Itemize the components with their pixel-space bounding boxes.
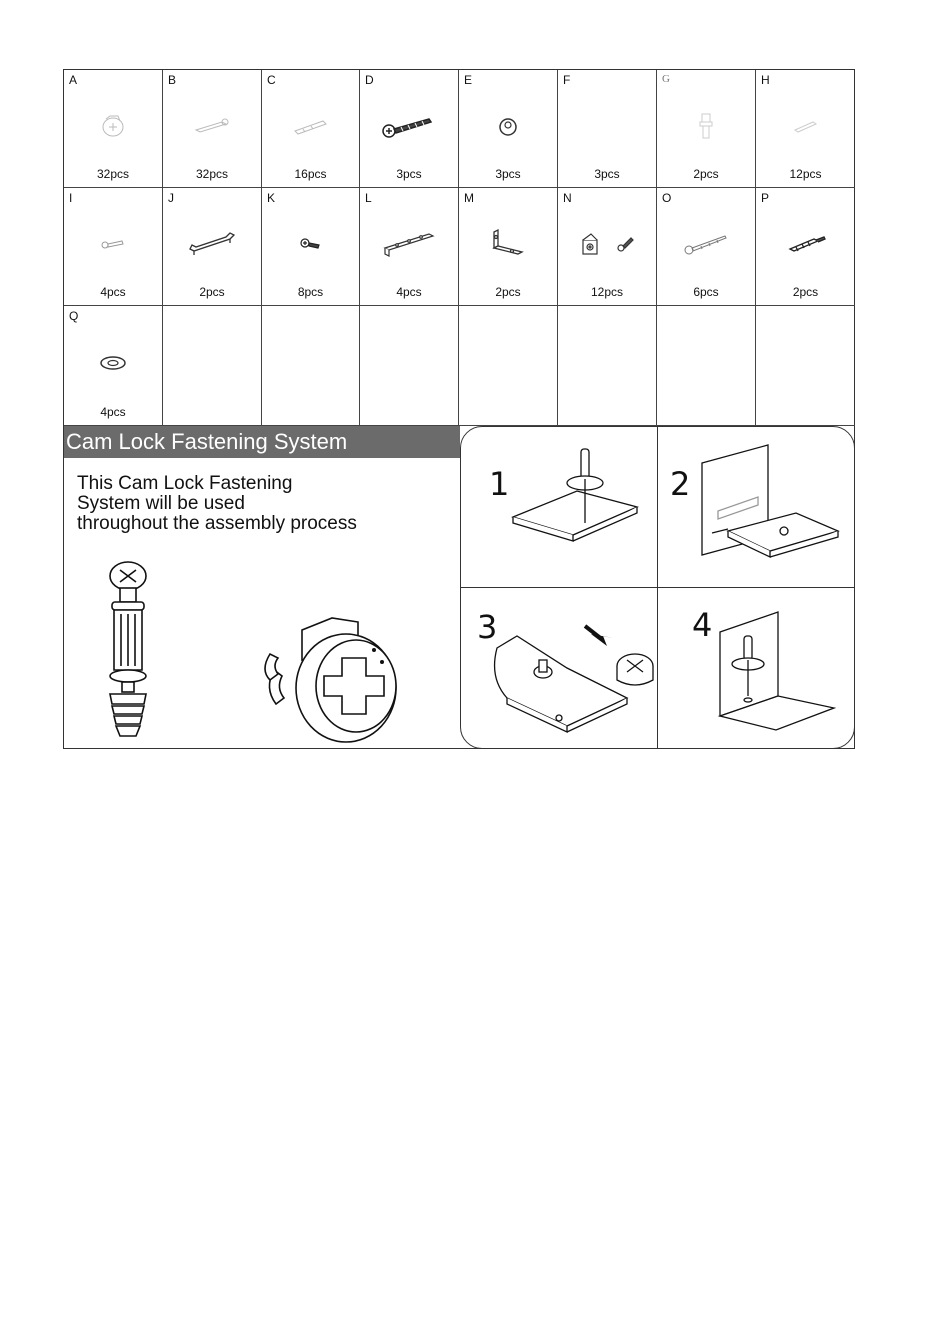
part-letter: P <box>761 191 770 205</box>
part-qty: 6pcs <box>693 285 719 299</box>
part-letter: E <box>464 73 473 87</box>
empty-cell <box>756 306 855 426</box>
step-3-panel <box>461 588 658 749</box>
part-letter: I <box>69 191 73 205</box>
cam-bolt-illustration <box>98 558 158 748</box>
empty-cell <box>262 306 360 426</box>
part-letter: C <box>267 73 276 87</box>
part-cell-p <box>756 188 855 306</box>
short-screw-icon <box>298 235 324 253</box>
step-3-illustration <box>487 608 657 738</box>
step-2-illustration <box>698 441 848 575</box>
part-letter: F <box>563 73 571 87</box>
step-number: 1 <box>489 465 510 503</box>
part-cell-b <box>163 70 262 188</box>
washer-icon <box>98 353 128 373</box>
part-qty: 2pcs <box>693 167 719 181</box>
step-2-panel <box>658 427 855 588</box>
part-letter: H <box>761 73 770 87</box>
empty-cell <box>459 306 558 426</box>
part-qty: 3pcs <box>495 167 521 181</box>
part-letter: G <box>662 73 670 85</box>
dowel-icon <box>192 116 232 136</box>
part-letter: D <box>365 73 374 87</box>
empty-cell <box>558 306 657 426</box>
angle-bracket-icon <box>488 228 528 260</box>
pin-icon <box>696 111 716 141</box>
bracket-icon <box>381 228 437 260</box>
description-line: throughout the assembly process <box>77 513 357 534</box>
description-line: System will be used <box>77 493 245 514</box>
step-number: 2 <box>670 465 691 503</box>
part-cell-n <box>558 188 657 306</box>
description-line: This Cam Lock Fastening <box>77 473 293 494</box>
part-cell-c <box>262 70 360 188</box>
part-qty: 2pcs <box>792 285 819 299</box>
part-cell-g <box>657 70 756 188</box>
step-1-illustration <box>507 443 647 553</box>
part-letter: M <box>464 191 474 205</box>
cam-lock-steps-panel <box>460 426 855 749</box>
part-cell-o <box>657 188 756 306</box>
cam-lock-title: Cam Lock Fastening System <box>64 426 460 458</box>
part-qty: 3pcs <box>594 167 620 181</box>
part-qty: 32pcs <box>195 167 229 181</box>
part-cell-k <box>262 188 360 306</box>
part-qty: 2pcs <box>199 285 225 299</box>
cam-lock-description <box>77 474 447 534</box>
part-qty: 16pcs <box>294 167 327 181</box>
part-qty: 2pcs <box>495 285 521 299</box>
part-qty: 12pcs <box>789 167 822 181</box>
part-letter: A <box>69 73 78 87</box>
wooden-dowel-icon <box>291 116 331 136</box>
step-number: 3 <box>477 608 498 646</box>
cam-housing-illustration <box>262 610 408 746</box>
empty-cell <box>657 306 756 426</box>
long-screw-icon <box>381 111 437 141</box>
corner-block-icon <box>577 228 637 260</box>
part-qty: 4pcs <box>100 405 126 419</box>
part-qty: 8pcs <box>297 285 324 299</box>
part-cell-q <box>64 306 163 426</box>
part-letter: N <box>563 191 572 205</box>
part-cell-e <box>459 70 558 188</box>
part-qty: 32pcs <box>96 167 130 181</box>
step-4-panel <box>658 588 855 749</box>
step-4-illustration <box>714 608 844 736</box>
step-number: 4 <box>692 606 713 644</box>
step-1-panel <box>461 427 658 588</box>
part-letter: J <box>168 191 174 205</box>
part-cell-d <box>360 70 459 188</box>
part-letter: Q <box>69 309 79 323</box>
cam-lock-icon <box>98 113 128 139</box>
part-qty: 3pcs <box>396 167 422 181</box>
part-cell-j <box>163 188 262 306</box>
empty-cell <box>163 306 262 426</box>
part-qty: 4pcs <box>100 285 126 299</box>
wall-plug-icon <box>784 231 828 257</box>
ring-icon <box>496 114 520 138</box>
peg-icon <box>791 116 821 136</box>
small-screw-icon <box>98 235 128 253</box>
part-cell-h <box>756 70 855 188</box>
part-qty: 4pcs <box>396 285 422 299</box>
part-letter: B <box>168 73 177 87</box>
part-letter: L <box>365 191 372 205</box>
empty-cell <box>360 306 459 426</box>
handle-icon <box>186 229 238 259</box>
part-letter: K <box>267 191 276 205</box>
hardware-sheet <box>63 69 855 749</box>
part-cell-l <box>360 188 459 306</box>
wood-screw-icon <box>681 230 731 258</box>
part-qty: 12pcs <box>590 285 624 299</box>
part-cell-a <box>64 70 163 188</box>
part-cell-m <box>459 188 558 306</box>
part-cell-f <box>558 70 657 188</box>
part-cell-i <box>64 188 163 306</box>
part-letter: O <box>662 191 672 205</box>
